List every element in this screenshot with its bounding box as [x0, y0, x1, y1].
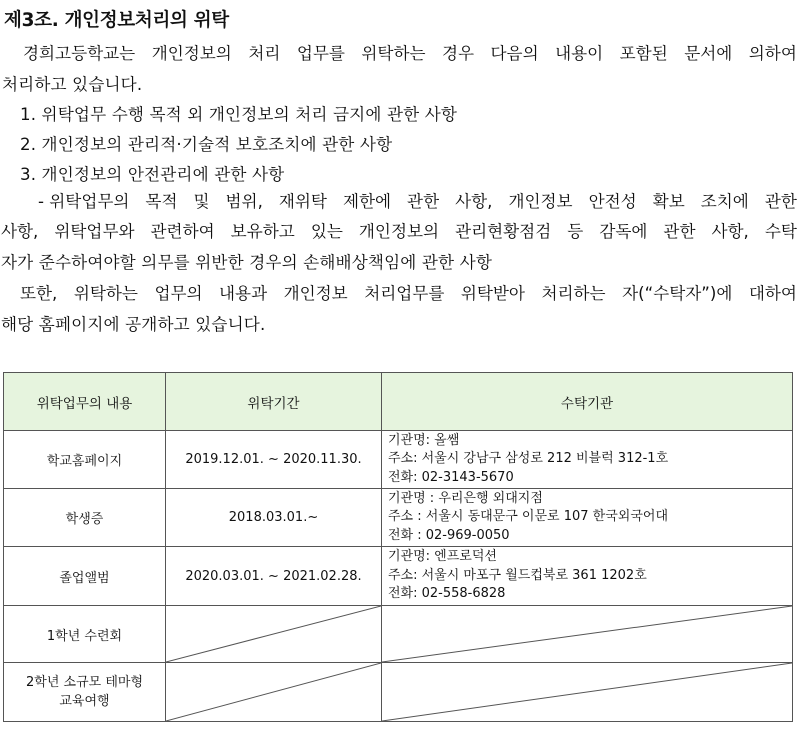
word: 조치에	[700, 192, 749, 211]
period-cell: 2020.03.01. ~ 2021.02.28.	[166, 547, 382, 606]
agency-cell	[382, 547, 793, 606]
agency-phone: 전화: 02-3143-5670	[388, 469, 514, 485]
header-period: 위탁기간	[166, 373, 382, 431]
word: 개인정보의	[151, 44, 232, 63]
word: 보유하고	[230, 222, 295, 241]
word: 관리현황점검	[455, 222, 552, 241]
intro-line-1	[23, 40, 797, 64]
word: 관한	[407, 192, 440, 211]
word: 범위,	[225, 192, 263, 211]
agency-cell	[382, 489, 793, 547]
agency-address: 주소 : 서울시 동대문구 이문로 107 한국외국어대	[388, 509, 669, 525]
word: 대하여	[748, 284, 797, 303]
table-row	[4, 606, 793, 663]
word: 다음의	[490, 44, 539, 63]
agency-cell	[382, 431, 793, 489]
also-line-2: 해당 홈페이지에 공개하고 있습니다.	[1, 315, 266, 334]
table-row	[4, 489, 793, 547]
word: 목적	[145, 192, 178, 211]
period-cell: 2018.03.01.~	[166, 489, 382, 547]
agency-phone: 전화: 02-558-6828	[388, 586, 506, 602]
agency-name: 기관명: 엔프로덕션	[388, 549, 497, 565]
word: 위탁업무와	[54, 222, 135, 241]
word: 확보	[652, 192, 685, 211]
word: 개인정보	[508, 192, 573, 211]
intro-line-2: 처리하고 있습니다.	[2, 75, 143, 94]
word: 관한	[663, 222, 696, 241]
word: 있는	[310, 222, 343, 241]
agency-address: 주소: 서울시 강남구 삼성로 212 비블럭 312-1호	[388, 451, 669, 467]
period-cell: 2019.12.01. ~ 2020.11.30.	[166, 431, 382, 489]
word: 관한	[764, 192, 797, 211]
word: 위탁하는	[361, 44, 426, 63]
empty-diagonal-cell	[382, 663, 793, 722]
agency-name: 기관명: 올쌤	[388, 432, 460, 448]
word: 재위탁	[278, 192, 327, 211]
word: 내용이	[555, 44, 604, 63]
header-agency: 수탁기관	[382, 373, 793, 431]
diagonal-line	[166, 663, 381, 721]
word: 및	[193, 192, 210, 211]
empty-diagonal-cell	[382, 606, 793, 663]
word: 사항,	[1, 222, 39, 241]
word: 감독에	[599, 222, 648, 241]
word: 포함된	[619, 44, 668, 63]
article-title: 제3조. 개인정보처리의 위탁	[4, 10, 229, 31]
word: 업무의	[154, 284, 203, 303]
word: 자(“수탁자”)에	[622, 284, 733, 303]
word: 내용과	[219, 284, 268, 303]
table-row	[4, 431, 793, 489]
word: 경희고등학교는	[23, 44, 136, 63]
item-2: 2. 개인정보의 관리적·기술적 보호조치에 관한 사항	[20, 135, 393, 154]
word: 경우	[442, 44, 475, 63]
agency-address: 주소: 서울시 마포구 월드컵북로 361 1202호	[388, 567, 647, 583]
item-3: 3. 개인정보의 안전관리에 관한 사항	[20, 165, 285, 184]
word: 관련하여	[150, 222, 215, 241]
word: - 위탁업무의	[38, 192, 130, 211]
word: 업무를	[296, 44, 345, 63]
task-cell: 학교홈페이지	[4, 431, 166, 489]
word: 처리하는	[541, 284, 606, 303]
agency-name: 기관명 : 우리은행 외대지점	[388, 490, 543, 506]
diagonal-line	[382, 663, 792, 721]
word: 등	[567, 222, 584, 241]
word: 제한에	[342, 192, 392, 211]
task-line: 교육여행	[59, 694, 110, 709]
word: 수탁	[764, 222, 797, 241]
word: 사항,	[711, 222, 749, 241]
diagonal-line	[166, 606, 381, 662]
dash-line-2	[1, 218, 797, 242]
word: 의하여	[748, 44, 797, 63]
dash-line-3: 자가 준수하여야할 의무를 위반한 경우의 손해배상책임에 관한 사항	[1, 253, 492, 272]
word: 사항,	[455, 192, 493, 211]
word: 또한,	[20, 284, 58, 303]
word: 처리업무를	[364, 284, 445, 303]
word: 개인정보	[283, 284, 348, 303]
empty-diagonal-cell	[166, 663, 382, 722]
also-line-1	[20, 280, 797, 304]
empty-diagonal-cell	[166, 606, 382, 663]
word: 문서에	[684, 44, 733, 63]
task-cell: 학생증	[4, 489, 166, 547]
word: 개인정보의	[358, 222, 440, 241]
dash-line-1	[38, 188, 797, 212]
word: 위탁받아	[460, 284, 525, 303]
task-cell	[4, 663, 166, 722]
table-row	[4, 547, 793, 606]
table-row	[4, 663, 793, 722]
word: 안전성	[588, 192, 637, 211]
task-cell: 1학년 수련회	[4, 606, 166, 663]
item-1: 1. 위탁업무 수행 목적 외 개인정보의 처리 금지에 관한 사항	[20, 105, 458, 124]
diagonal-line	[382, 606, 792, 662]
task-cell: 졸업앨범	[4, 547, 166, 606]
agency-phone: 전화 : 02-969-0050	[388, 527, 510, 543]
header-task: 위탁업무의 내용	[4, 373, 166, 431]
task-line: 2학년 소규모 테마형	[26, 675, 143, 690]
table-header-row	[4, 373, 793, 431]
outsourcing-table	[3, 372, 793, 722]
word: 위탁하는	[73, 284, 138, 303]
word: 처리	[248, 44, 281, 63]
